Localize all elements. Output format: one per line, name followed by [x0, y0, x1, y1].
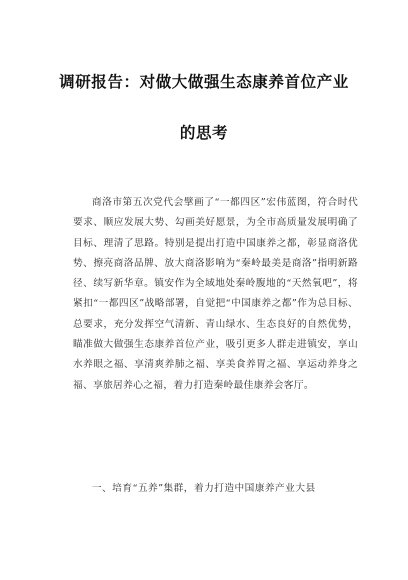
- section-heading-1: 一、培育“五养”集群，着力打造中国康养产业大县: [91, 483, 316, 494]
- intro-paragraph: 商洛市第五次党代会擘画了“一都四区”宏伟蓝图，符合时代要求、顺应发展大势、勾画美好愿景，为全市高质量发展明确了目标、理清了思路。特别是提出打造中国康养之都，彰显商洛优势、擦亮商洛品牌、放大商洛影响为“秦岭最美是商洛”指明新路径、续写新华章。镇安作为全域地处秦岭腹地的“天然氧吧”，将紧扣“一都四区”战略部署，自觉把“中国康养之都”作为总目标、总要求，充分发挥空气清新、青山绿水、生态良好的自然优势，瞄准做大做强生态康养首位产业，吸引更多人群走进镇安，享山水养眼之福、享清爽养肺之福、享美食养胃之福、享运动养身之福、享旅居养心之福，着力打造秦岭最佳康养会客厅。: [73, 197, 358, 391]
- document-title-line-2: 的思考: [179, 124, 229, 142]
- document-title-line-1: 调研报告：对做大做强生态康养首位产业: [59, 73, 349, 91]
